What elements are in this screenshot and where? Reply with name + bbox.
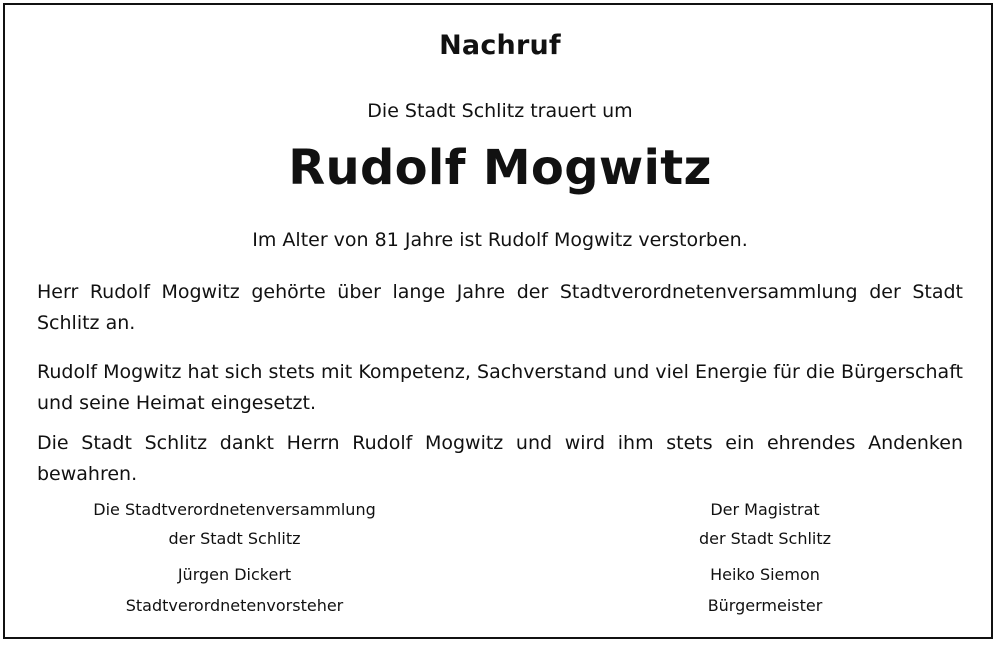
paragraph-gratitude: Die Stadt Schlitz dankt Herrn Rudolf Mogwitz und wird ihm stets ein ehrendes Andenken bewahren.	[37, 432, 963, 485]
right-signature-person-title: Bürgermeister	[707, 596, 823, 615]
deceased-name: Rudolf Mogwitz	[288, 140, 712, 196]
age-line: Im Alter von 81 Jahre ist Rudolf Mogwitz verstorben.	[252, 229, 748, 251]
notice-heading: Nachruf	[439, 30, 561, 61]
right-signature-person-name: Heiko Siemon	[710, 565, 820, 584]
left-signature-person-name: Jürgen Dickert	[177, 565, 292, 584]
right-signature-org-line2: der Stadt Schlitz	[698, 529, 832, 548]
left-signature-org-line1: Die Stadtverordnetenversammlung	[93, 500, 376, 519]
notice-intro: Die Stadt Schlitz trauert um	[367, 100, 633, 122]
left-signature-org-line2: der Stadt Schlitz	[168, 529, 301, 548]
left-signature-person-title: Stadtverordnetenvorsteher	[125, 596, 344, 615]
right-signature-org-line1: Der Magistrat	[710, 500, 820, 519]
paragraph-commitment: Rudolf Mogwitz hat sich stets mit Kompetenz, Sachverstand und viel Energie für die Bürgerschaft und seine Heimat eingesetzt.	[37, 361, 963, 414]
paragraph-membership: Herr Rudolf Mogwitz gehörte über lange Jahre der Stadtverordnetenversammlung der Stadt Schlitz an.	[37, 281, 963, 334]
